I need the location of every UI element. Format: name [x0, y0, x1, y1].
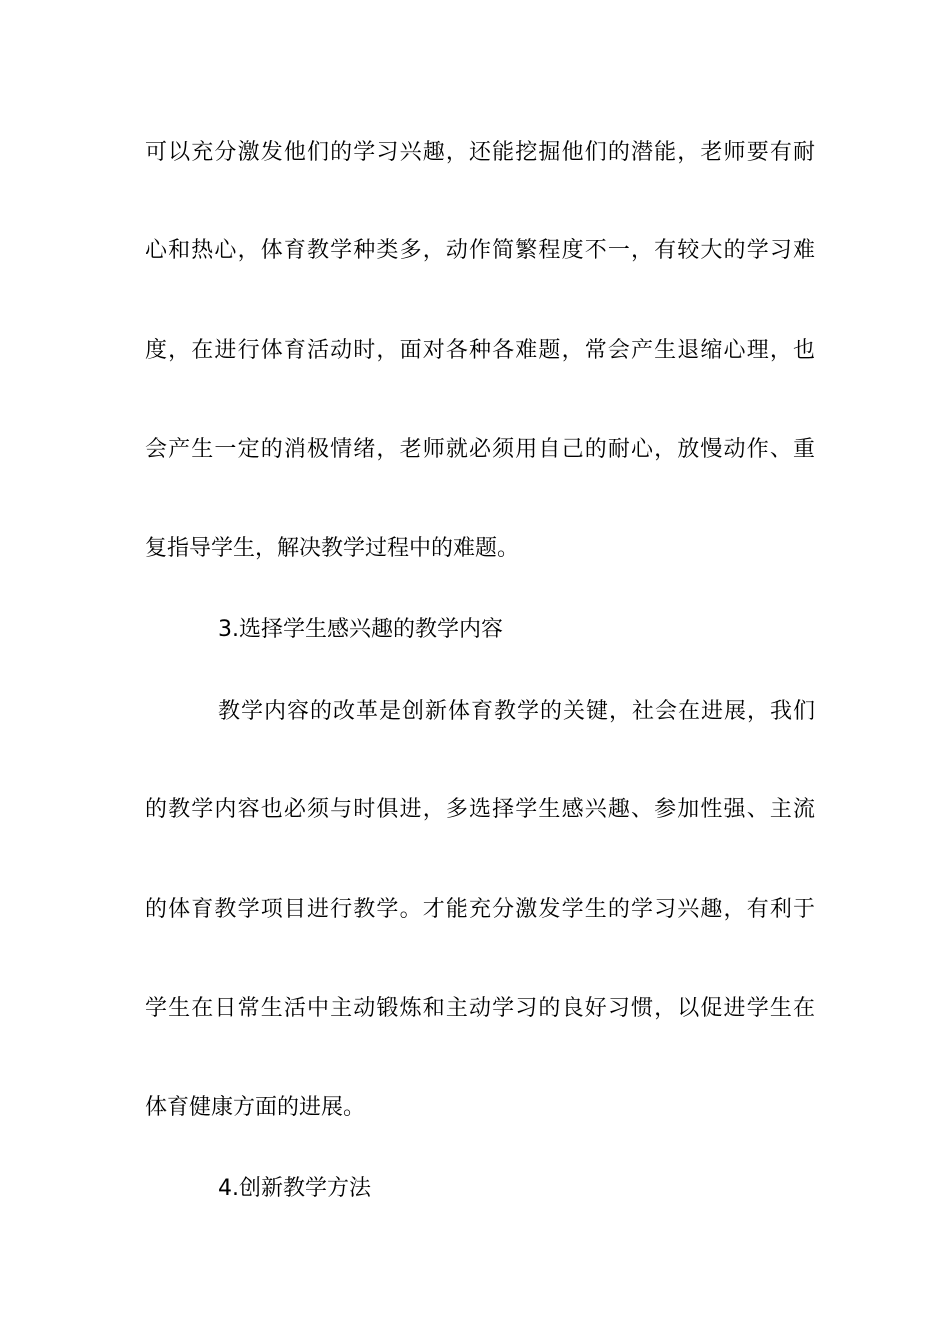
section-heading-3: 3.选择学生感兴趣的教学内容 — [218, 617, 503, 642]
paragraph-2-line-3: 的体育教学项目进行教学。才能充分激发学生的学习兴趣，有利于 — [145, 897, 815, 922]
paragraph-2-line-5: 体育健康方面的进展。 — [145, 1095, 366, 1120]
paragraph-1-line-4: 会产生一定的消极情绪，老师就必须用自己的耐心，放慢动作、重 — [145, 437, 815, 462]
paragraph-1-line-2: 心和热心，体育教学种类多，动作简繁程度不一，有较大的学习难 — [145, 238, 815, 263]
paragraph-2-line-2: 的教学内容也必须与时俱进，多选择学生感兴趣、参加性强、主流 — [145, 797, 815, 822]
paragraph-2-line-1: 教学内容的改革是创新体育教学的关键，社会在进展，我们 — [218, 699, 815, 724]
paragraph-1-line-3: 度，在进行体育活动时，面对各种各难题，常会产生退缩心理，也 — [145, 338, 815, 363]
section-heading-4: 4.创新教学方法 — [218, 1176, 371, 1201]
paragraph-1-line-5: 复指导学生，解决教学过程中的难题。 — [145, 536, 520, 561]
paragraph-2-line-4: 学生在日常生活中主动锻炼和主动学习的良好习惯，以促进学生在 — [145, 996, 815, 1021]
paragraph-1-line-1: 可以充分激发他们的学习兴趣，还能挖掘他们的潜能，老师要有耐 — [145, 140, 815, 165]
